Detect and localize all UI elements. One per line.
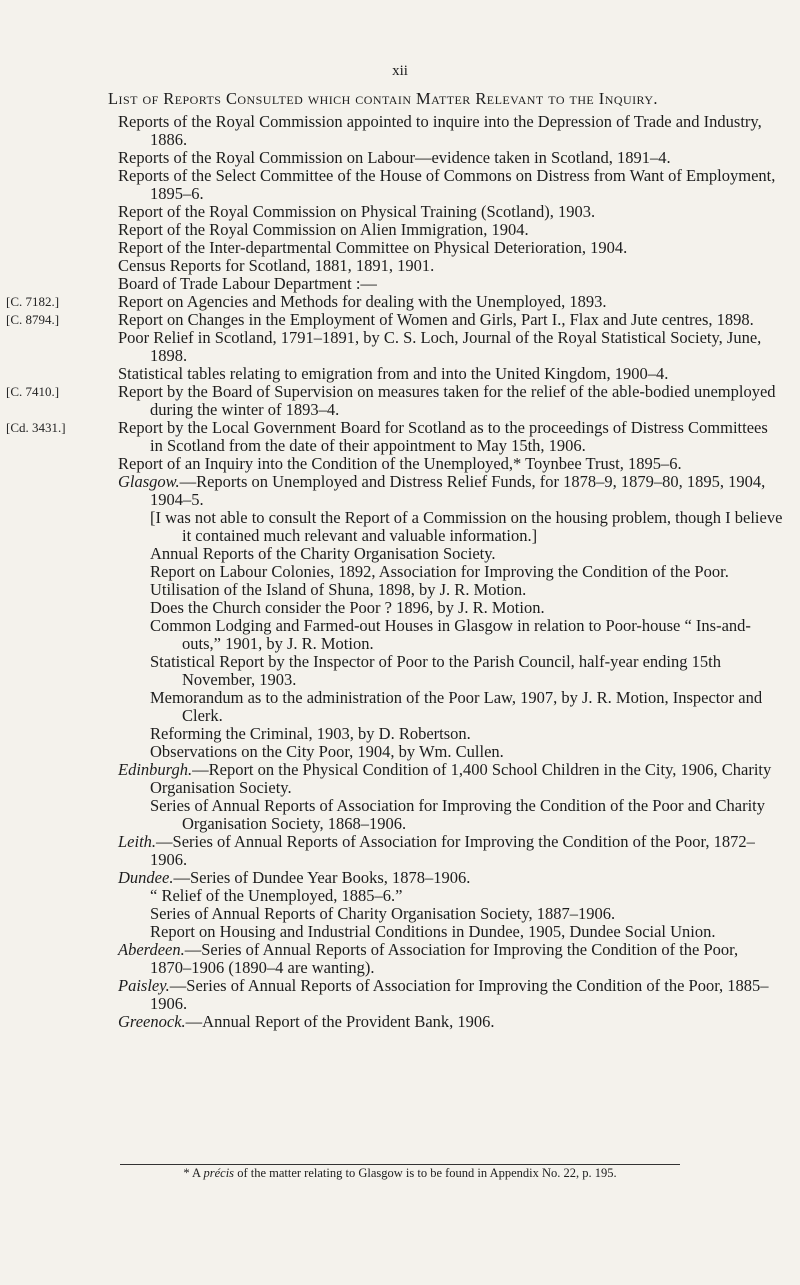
- entry-text: Reports of the Royal Commission on Labour—evidence taken in Scotland, 1891–4.: [118, 148, 671, 167]
- footnote-divider: [120, 1164, 680, 1165]
- list-item: [150, 743, 783, 761]
- report-list: [0, 113, 800, 1031]
- entry-text: Board of Trade Labour Department :—: [118, 274, 377, 293]
- list-item: [118, 473, 783, 509]
- entry-text: Report on Housing and Industrial Conditions in Dundee, 1905, Dundee Social Union.: [150, 922, 716, 941]
- list-item: [150, 797, 783, 833]
- command-paper-ref: [C. 8794.]: [6, 312, 60, 327]
- command-paper-ref: [C. 7182.]: [6, 294, 60, 309]
- city-label: Greenock.: [118, 1012, 186, 1031]
- entry-text: Census Reports for Scotland, 1881, 1891, 1901.: [118, 256, 435, 275]
- entry-text: Report of the Royal Commission on Alien Immigration, 1904.: [118, 220, 529, 239]
- entry-text: Utilisation of the Island of Shuna, 1898, by J. R. Motion.: [150, 580, 527, 599]
- entry-text: —Report on the Physical Condition of 1,400 School Children in the City, 1906, Charity Organisation Society.: [150, 760, 772, 797]
- command-paper-ref: [Cd. 3431.]: [6, 420, 66, 435]
- entry-text: Memorandum as to the administration of the Poor Law, 1907, by J. R. Motion, Inspector and Clerk.: [150, 688, 763, 725]
- list-item: [118, 167, 783, 203]
- list-item: [118, 365, 783, 383]
- entry-text: Reports of the Royal Commission appointed to inquire into the Depression of Trade and Industry, 1886.: [118, 112, 762, 149]
- entry-text: Report by the Board of Supervision on measures taken for the relief of the able-bodied unemployed during the winter of 1893–4.: [118, 382, 776, 419]
- list-item: [118, 149, 783, 167]
- list-item: [118, 257, 783, 275]
- entry-text: Observations on the City Poor, 1904, by Wm. Cullen.: [150, 742, 504, 761]
- entry-text: —Series of Annual Reports of Association for Improving the Condition of the Poor, 1885–1906.: [150, 976, 769, 1013]
- list-item: [150, 509, 783, 545]
- city-label: Dundee.: [118, 868, 174, 887]
- command-paper-ref: [C. 7410.]: [6, 384, 60, 399]
- list-item: [118, 329, 783, 365]
- entry-text: Report of the Royal Commission on Physical Training (Scotland), 1903.: [118, 202, 596, 221]
- entry-text: Statistical Report by the Inspector of Poor to the Parish Council, half-year ending 15th November, 1903.: [150, 652, 721, 689]
- list-item: [150, 653, 783, 689]
- footnote-italic: précis: [203, 1166, 235, 1180]
- entry-text: Report of the Inter-departmental Committee on Physical Deterioration, 1904.: [118, 238, 628, 257]
- entry-text: Annual Reports of the Charity Organisation Society.: [150, 544, 496, 563]
- entry-text: Report by the Local Government Board for Scotland as to the proceedings of Distress Committees in Scotland from the date of their appointment to May 15th, 1906.: [118, 418, 768, 455]
- list-item: [150, 581, 783, 599]
- entry-text: Common Lodging and Farmed-out Houses in Glasgow in relation to Poor-house “ Ins-and-outs,” 1901, by J. R. Motion.: [150, 616, 751, 653]
- entry-text: Reports of the Select Committee of the House of Commons on Distress from Want of Employment, 1895–6.: [118, 166, 776, 203]
- list-item: [150, 923, 783, 941]
- entry-text: Report on Changes in the Employment of Women and Girls, Part I., Flax and Jute centres, 1898.: [118, 310, 754, 329]
- entry-text: [I was not able to consult the Report of a Commission on the housing problem, though I believe it contained much relevant and valuable information.]: [150, 508, 783, 545]
- list-item: [118, 941, 783, 977]
- list-item: [118, 869, 783, 887]
- entry-text: —Series of Annual Reports of Association for Improving the Condition of the Poor, 1870–1906 (1890–4 are wanting).: [150, 940, 739, 977]
- list-item: [150, 545, 783, 563]
- list-item: [150, 887, 783, 905]
- list-item: [150, 905, 783, 923]
- list-item: [118, 239, 783, 257]
- entry-text: —Annual Report of the Provident Bank, 1906.: [185, 1012, 495, 1031]
- list-item: [6, 310, 783, 329]
- entry-text: Report of an Inquiry into the Condition of the Unemployed,* Toynbee Trust, 1895–6.: [118, 454, 682, 473]
- list-item: [118, 455, 783, 473]
- list-item: [118, 977, 783, 1013]
- list-item: [118, 833, 783, 869]
- entry-text: Poor Relief in Scotland, 1791–1891, by C. S. Loch, Journal of the Royal Statistical Society, June, 1898.: [118, 328, 762, 365]
- footnote-mark: * A: [183, 1166, 204, 1180]
- entry-text: “ Relief of the Unemployed, 1885–6.”: [150, 886, 403, 905]
- entry-text: Series of Annual Reports of Association for Improving the Condition of the Poor and Charity Organisation Society, 1868–1906.: [150, 796, 766, 833]
- list-item: [118, 275, 783, 293]
- list-item: [150, 563, 783, 581]
- entry-text: Does the Church consider the Poor ? 1896, by J. R. Motion.: [150, 598, 545, 617]
- entry-text: —Reports on Unemployed and Distress Relief Funds, for 1878–9, 1879–80, 1895, 1904, 1904–5.: [150, 472, 766, 509]
- list-item: [150, 689, 783, 725]
- footnote: [0, 1166, 800, 1181]
- list-item: [118, 203, 783, 221]
- city-label: Paisley.: [118, 976, 170, 995]
- entry-text: Statistical tables relating to emigration from and into the United Kingdom, 1900–4.: [118, 364, 669, 383]
- city-label: Glasgow.: [118, 472, 180, 491]
- city-label: Leith.: [118, 832, 157, 851]
- page-number: xii: [392, 63, 408, 79]
- list-item: [118, 1013, 783, 1031]
- page-heading: List of Reports Consulted which contain Matter Relevant to the Inquiry.: [108, 89, 659, 108]
- list-item: [6, 382, 783, 419]
- city-label: Aberdeen.: [118, 940, 185, 959]
- list-item: [150, 617, 783, 653]
- list-item: [118, 113, 783, 149]
- list-item: [150, 599, 783, 617]
- entry-text: —Series of Dundee Year Books, 1878–1906.: [173, 868, 471, 887]
- list-item: [150, 725, 783, 743]
- entry-text: —Series of Annual Reports of Association for Improving the Condition of the Poor, 1872–1906.: [150, 832, 755, 869]
- list-item: [118, 761, 783, 797]
- footnote-text: of the matter relating to Glasgow is to be found in Appendix No. 22, p. 195.: [234, 1166, 617, 1180]
- list-item: [118, 221, 783, 239]
- entry-text: Series of Annual Reports of Charity Organisation Society, 1887–1906.: [150, 904, 616, 923]
- entry-text: Report on Agencies and Methods for dealing with the Unemployed, 1893.: [118, 292, 607, 311]
- list-item: [6, 292, 783, 311]
- city-label: Edinburgh.: [118, 760, 193, 779]
- entry-text: Report on Labour Colonies, 1892, Association for Improving the Condition of the Poor.: [150, 562, 729, 581]
- list-item: [6, 418, 783, 455]
- entry-text: Reforming the Criminal, 1903, by D. Robertson.: [150, 724, 471, 743]
